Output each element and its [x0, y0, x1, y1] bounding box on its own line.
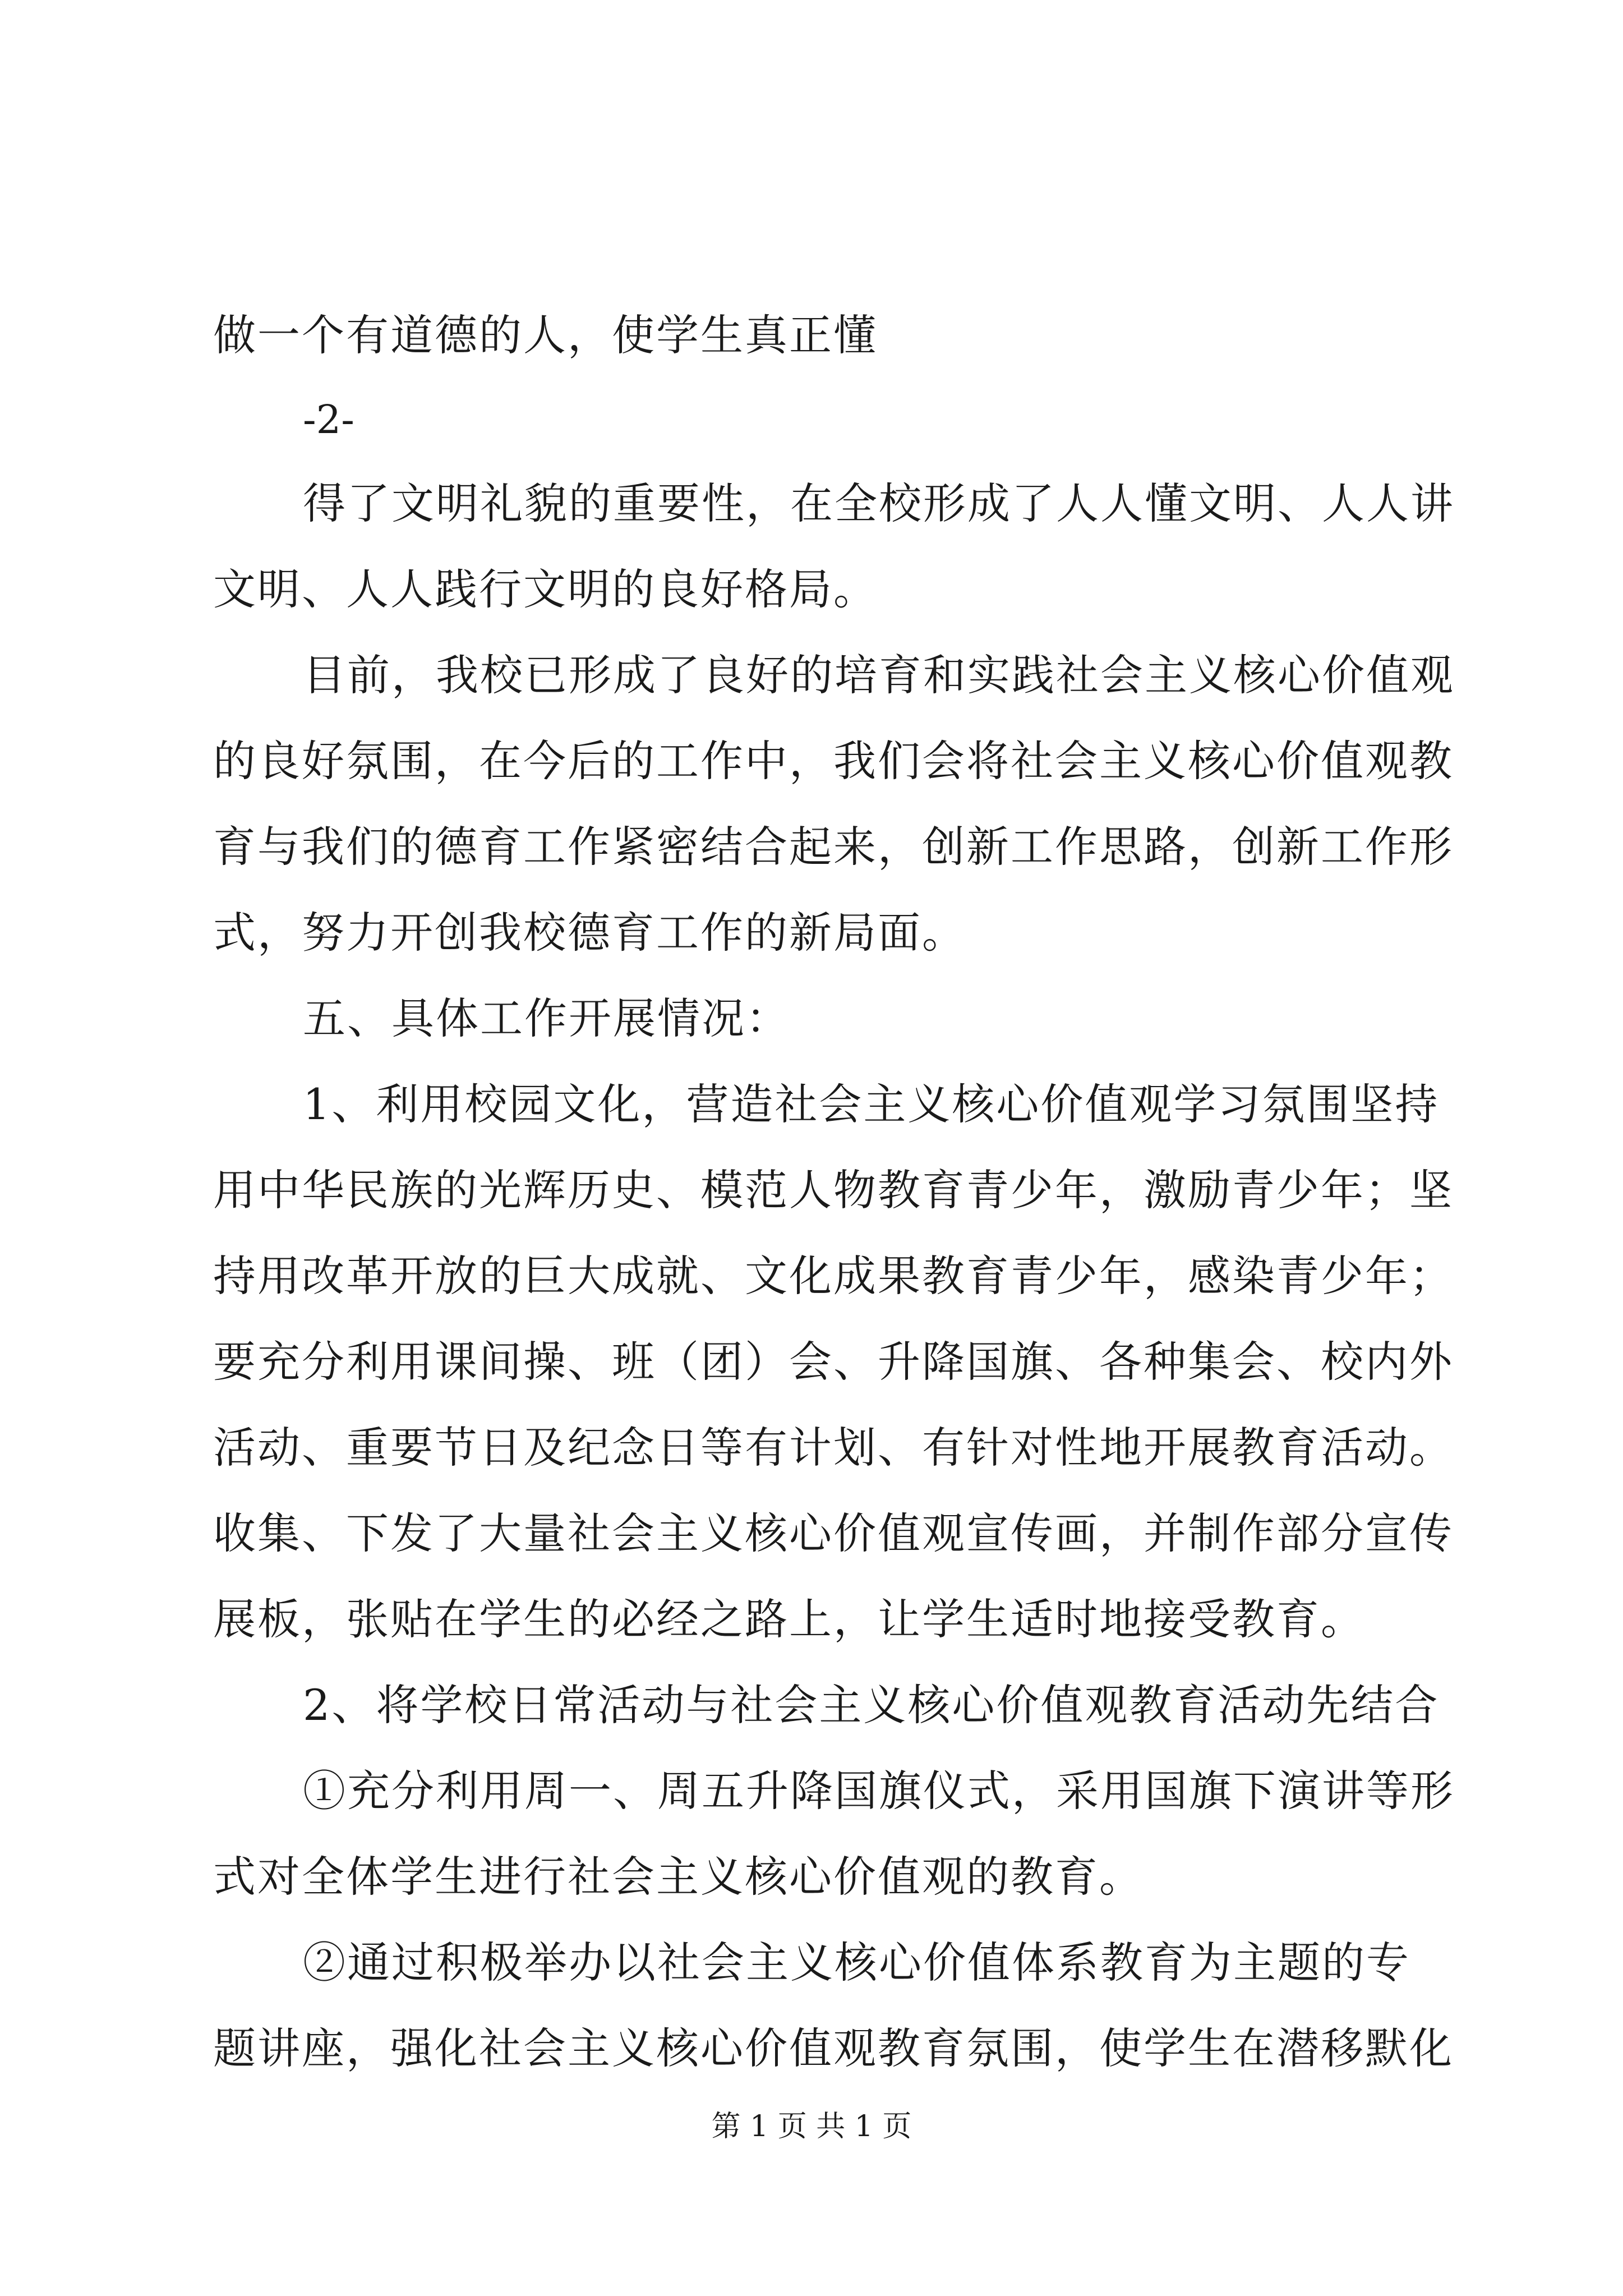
body-text-line: 的良好氛围，在今后的工作中，我们会将社会主义核心价值观教	[213, 736, 1454, 786]
body-text-line: ②通过积极举办以社会主义核心价值体系教育为主题的专	[303, 1938, 1410, 1987]
body-text-line: 题讲座，强化社会主义核心价值观教育氛围，使学生在潜移默化	[213, 2023, 1454, 2073]
body-text-line: 文明、人人践行文明的良好格局。	[213, 564, 878, 614]
page-footer: 第 1 页 共 1 页	[711, 2110, 912, 2143]
body-text-line: 2、将学校日常活动与社会主义核心价值观教育活动先结合	[303, 1680, 1440, 1730]
body-text-line: 做一个有道德的人，使学生真正懂	[213, 310, 878, 360]
body-text-line: 式对全体学生进行社会主义核心价值观的教育。	[213, 1852, 1144, 1902]
body-text-line: 展板，张贴在学生的必经之路上，让学生适时地接受教育。	[213, 1594, 1365, 1644]
page-number-marker: -2-	[303, 397, 354, 443]
body-text-line: 要充分利用课间操、班（团）会、升降国旗、各种集会、校内外	[213, 1337, 1454, 1387]
body-text-line: 式，努力开创我校德育工作的新局面。	[213, 908, 966, 958]
body-text-line: 目前，我校已形成了良好的培育和实践社会主义核心价值观	[303, 650, 1455, 700]
body-text-line: 用中华民族的光辉历史、模范人物教育青少年，激励青少年；坚	[213, 1165, 1454, 1215]
body-text-line: ①充分利用周一、周五升降国旗仪式，采用国旗下演讲等形	[303, 1766, 1455, 1816]
body-text-line: 活动、重要节日及纪念日等有计划、有针对性地开展教育活动。	[213, 1423, 1454, 1473]
body-text-line: 育与我们的德育工作紧密结合起来，创新工作思路，创新工作形	[213, 822, 1454, 872]
body-text-line: 得了文明礼貌的重要性，在全校形成了人人懂文明、人人讲	[303, 478, 1455, 528]
body-text-line: 1、利用校园文化，营造社会主义核心价值观学习氛围坚持	[303, 1079, 1440, 1129]
body-text-line: 持用改革开放的巨大成就、文化成果教育青少年，感染青少年；	[213, 1251, 1454, 1301]
body-text-line: 收集、下发了大量社会主义核心价值观宣传画，并制作部分宣传	[213, 1508, 1454, 1558]
section-heading: 五、具体工作开展情况：	[303, 993, 790, 1043]
